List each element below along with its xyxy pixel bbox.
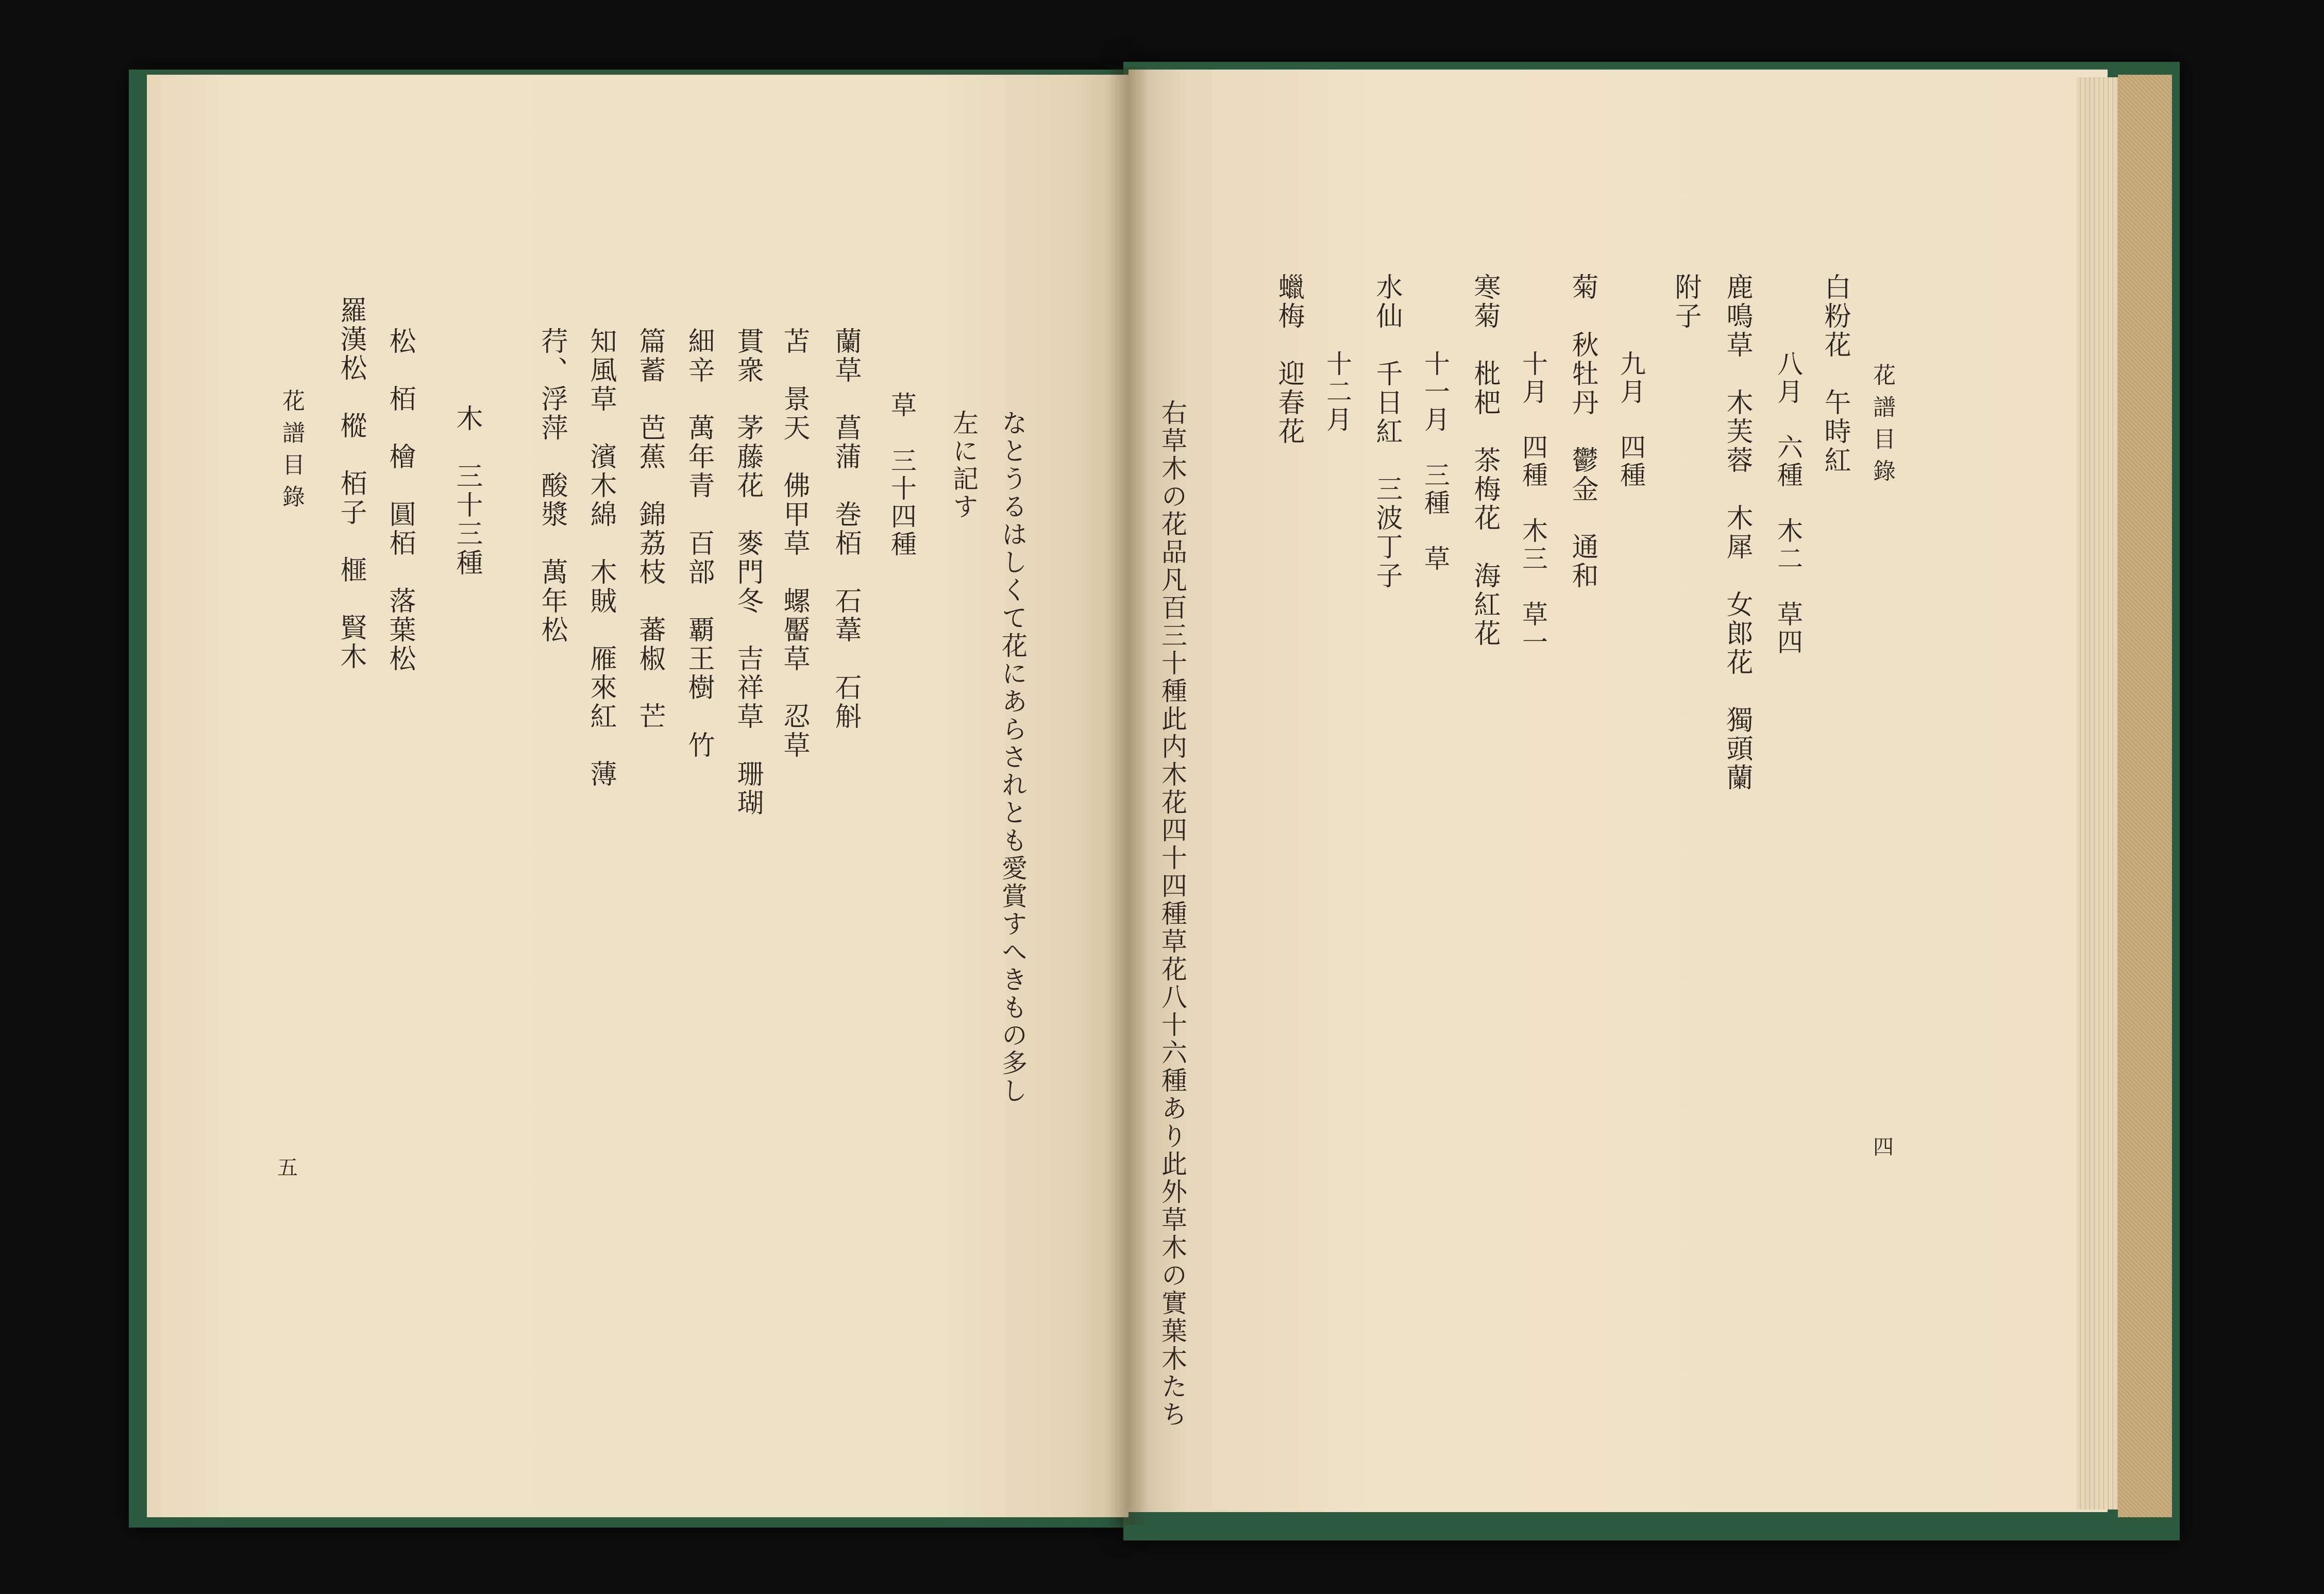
text-column: 菊 秋牡丹 鬱金 通和: [1567, 273, 1598, 590]
text-column: 鹿鳴草 木芙蓉 木犀 女郎花 獨頭蘭: [1722, 273, 1753, 792]
month-heading: 十二月: [1322, 350, 1352, 434]
text-column: 蘭草 菖蒲 巻栢 石葦 石斛: [830, 327, 861, 731]
text-column: 荇、浮萍 酸漿 萬年松: [536, 327, 567, 645]
text-column: 苫 景天 佛甲草 螺靨草 忍草: [779, 327, 810, 760]
month-heading: 八月 六種 木二 草四: [1773, 350, 1803, 656]
text-column: 左に記す: [949, 410, 979, 521]
gutter-shadow: [1108, 67, 1149, 1525]
text-column: 松 栢 檜 圓栢 落葉松: [384, 327, 415, 673]
text-column: 羅漢松 樅 栢子 榧 賢木: [335, 296, 366, 671]
page-number: 五: [277, 1156, 298, 1180]
text-column: 蠟梅 迎春花: [1273, 273, 1304, 446]
text-column: 白粉花 午時紅: [1820, 273, 1850, 475]
running-header: 花譜目錄: [278, 389, 305, 517]
text-column: なとうるはしくて花にあらされとも愛賞すへきもの多し: [998, 410, 1028, 1105]
text-column: 篇蓄 芭蕉 錦荔枝 蕃椒 芒: [634, 327, 665, 731]
right-page: [1129, 70, 2108, 1512]
text-column: 知風草 濱木綿 木賊 雁來紅 薄: [585, 327, 616, 789]
month-heading: 十月 四種 木三 草一: [1518, 350, 1548, 656]
text-column: 附子: [1670, 273, 1701, 331]
text-column: 水仙 千日紅 三波丁子: [1371, 273, 1402, 590]
page-number: 四: [1873, 1135, 1894, 1159]
text-column: 細辛 萬年青 百部 覇王樹 竹: [683, 327, 714, 760]
month-heading: 九月 四種: [1616, 350, 1646, 489]
left-page: [147, 75, 1129, 1517]
text-column: 寒菊 枇杷 茶梅花 海紅花: [1469, 273, 1500, 648]
spine-cloth: [2118, 75, 2172, 1517]
summary-text: 右草木の花品凡百三十種此内木花四十四種草花八十六種あり此外草木の實葉木たち: [1157, 399, 1187, 1429]
section-heading: 木 三十三種: [451, 404, 482, 578]
running-header: 花譜目錄: [1869, 363, 1895, 491]
page-edges: [2077, 77, 2124, 1510]
section-heading: 草 三十四種: [887, 392, 917, 558]
month-heading: 十一月 三種 草: [1420, 350, 1450, 573]
text-column: 貫衆 茅藤花 麥門冬 吉祥草 珊瑚: [732, 327, 763, 818]
